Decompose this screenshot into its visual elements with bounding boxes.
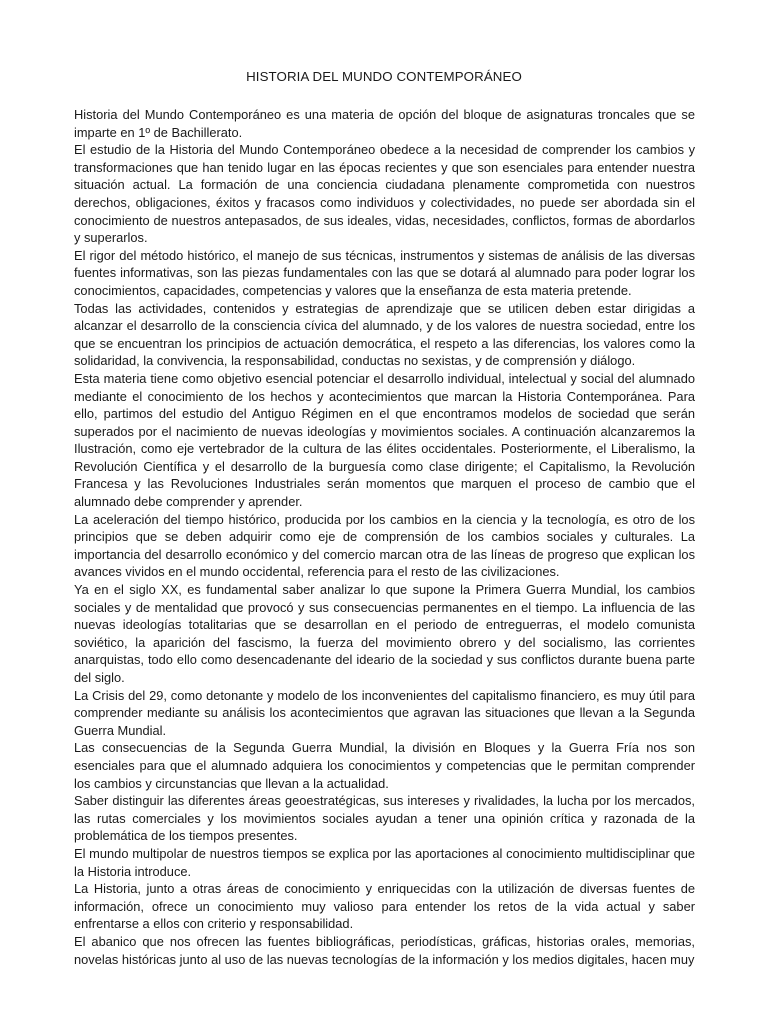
paragraph: Todas las actividades, contenidos y estrategias de aprendizaje que se utilicen deben estar dirigidas a alcanzar el desarrollo de la consciencia cívica del alumnado, y de los valores de nuestra sociedad, entre los que se encuentran los principios de actuación democrática, el respeto a las diferencias, los valores como la solidaridad, la convivencia, la responsabilidad, conductas no sexistas, y de comprensión y diálogo. xyxy=(74,300,695,369)
paragraph: Las consecuencias de la Segunda Guerra Mundial, la división en Bloques y la Guerra Fría nos son esenciales para que el alumnado adquiera los conocimientos y competencias que le permitan comprender los cambios y circunstancias que llevan a la actualidad. xyxy=(74,740,695,791)
paragraph: El estudio de la Historia del Mundo Contemporáneo obedece a la necesidad de comprender los cambios y transformaciones que han tenido lugar en las épocas recientes y que son esenciales para entender nuestra situación actual. La formación de una conciencia ciudadana plenamente comprometida con nuestros derechos, obligaciones, éxitos y fracasos como individuos y colectividades, no puede ser abordada sin el conocimiento de nuestros antepasados, de sus ideales, vidas, necesidades, conflictos, formas de abordarlos y superarlos. xyxy=(74,142,695,246)
paragraph: La aceleración del tiempo histórico, producida por los cambios en la ciencia y la tecnología, es otro de los principios que se deben adquirir como eje de comprensión de los cambios sociales y culturales. La importancia del desarrollo económico y del comercio marcan otra de las líneas de progreso que explican los avances vividos en el mundo occidental, referencia para el resto de las civilizaciones. xyxy=(74,511,695,580)
document-body xyxy=(74,106,695,968)
paragraph: El mundo multipolar de nuestros tiempos se explica por las aportaciones al conocimiento multidisciplinar que la Historia introduce. xyxy=(74,845,695,879)
paragraph: Ya en el siglo XX, es fundamental saber analizar lo que supone la Primera Guerra Mundial, los cambios sociales y de mentalidad que provocó y sus consecuencias permanentes en el tiempo. La influencia de las nuevas ideologías totalitarias que se desarrollan en el periodo de entreguerras, el modelo comunista soviético, la aparición del fascismo, la fuerza del movimiento obrero y del socialismo, las corrientes anarquistas, todo ello como desencadenante del ideario de la sociedad y sus conflictos durante buena parte del siglo. xyxy=(74,582,695,685)
paragraph: Historia del Mundo Contemporáneo es una materia de opción del bloque de asignaturas troncales que se imparte en 1º de Bachillerato. xyxy=(74,107,695,140)
paragraph: El rigor del método histórico, el manejo de sus técnicas, instrumentos y sistemas de análisis de las diversas fuentes informativas, son las piezas fundamentales con las que se dotará al alumnado para poder lograr los conocimientos, capacidades, competencias y valores que la enseñanza de esta materia pretende. xyxy=(74,247,695,298)
document-title: HISTORIA DEL MUNDO CONTEMPORÁNEO xyxy=(246,69,522,84)
paragraph: El abanico que nos ofrecen las fuentes bibliográficas, periodísticas, gráficas, historias orales, memorias, novelas históricas junto al uso de las nuevas tecnologías de la información y los medios digitales, hacen muy xyxy=(74,933,695,967)
paragraph: Esta materia tiene como objetivo esencial potenciar el desarrollo individual, intelectual y social del alumnado mediante el conocimiento de los hechos y acontecimientos que marcan la Historia Contemporánea. Para ello, partimos del estudio del Antiguo Régimen en el que encontramos modelos de sociedad que serán superados por el nacimiento de nuevas ideologías y movimientos sociales. A continuación alcanzaremos la Ilustración, como eje vertebrador de la cultura de las élites occidentales. Posteriormente, el Liberalismo, la Revolución Científica y el desarrollo de la burguesía como clase dirigente; el Capitalismo, la Revolución Francesa y las Revoluciones Industriales serán momentos que marquen el proceso de cambio que el alumnado debe comprender y aprender. xyxy=(74,370,695,510)
paragraph: La Crisis del 29, como detonante y modelo de los inconvenientes del capitalismo financiero, es muy útil para comprender mediante su análisis los acontecimientos que agravan las situaciones que llevan a la Segunda Guerra Mundial. xyxy=(74,687,695,738)
paragraph: La Historia, junto a otras áreas de conocimiento y enriquecidas con la utilización de diversas fuentes de información, ofrece un conocimiento muy valioso para entender los retos de la vida actual y saber enfrentarse a ellos con criterio y responsabilidad. xyxy=(74,881,695,932)
paragraph: Saber distinguir las diferentes áreas geoestratégicas, sus intereses y rivalidades, la lucha por los mercados, las rutas comerciales y los movimientos sociales ayudan a tener una opinión crítica y razonada de la problemática de los tiempos presentes. xyxy=(74,793,695,844)
